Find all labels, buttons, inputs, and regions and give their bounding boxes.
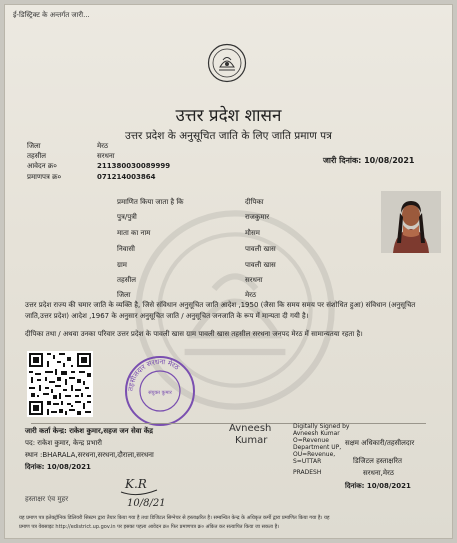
ds-line: Department UP, xyxy=(293,444,342,451)
body-paragraph-2: दीपिका तथा / अथवा उनका परिवार उत्तर प्रदेश के पावली खास ग्राम पावली खास तहसील सरधना जनपद मेरठ में सामान्यतया रहता है। xyxy=(25,330,363,338)
detail-label: माता का नाम xyxy=(117,229,151,237)
issue-date: जारी दिनांक: 10/08/2021 xyxy=(323,156,415,165)
issuer-centre: जारी कर्ता केन्द्र: राकेश कुमार,सहज जन सेवा केंद्र xyxy=(25,427,153,435)
father-name: राजकुमार xyxy=(245,213,270,221)
handwritten-signature xyxy=(117,472,173,510)
stamp-inner-text: संयुक्त कुमार xyxy=(148,390,172,396)
certificate-title: उत्तर प्रदेश के अनुसूचित जाति के लिए जाति प्रमाण पत्र xyxy=(125,130,332,142)
ds-line: OU=Revenue, xyxy=(293,451,336,458)
authority-date: दिनांक: 10/08/2021 xyxy=(345,482,411,490)
residence: पावली खास xyxy=(245,245,276,253)
village: पावली खास xyxy=(245,261,276,269)
detail-label: तहसील xyxy=(117,276,136,284)
svg-text:तहसीलदार सरधना मेरठ xyxy=(127,358,181,391)
ds-line: S=UTTAR xyxy=(293,458,322,465)
mother-name: मौसम xyxy=(245,229,260,237)
signature-label: हस्ताक्षर एंव मुहर xyxy=(25,495,69,503)
detail-label: जिला xyxy=(117,291,131,299)
govt-heading: उत्तर प्रदेश शासन xyxy=(175,106,282,126)
meta-label: प्रमाणपत्र क्र० xyxy=(27,173,62,181)
digital-sign-note: ई-डिस्ट्रिक्ट के अन्तर्गत जारी... xyxy=(13,11,90,19)
detail-label: निवासी xyxy=(117,245,135,253)
district: मेरठ xyxy=(245,291,257,299)
signature-date: 10/8/21 xyxy=(127,498,166,509)
tehsil: सरधना xyxy=(245,276,263,284)
qr-code xyxy=(27,351,93,417)
applicant-photo xyxy=(381,191,441,253)
digital-signer-last: Kumar xyxy=(235,435,268,446)
ds-line: O=Revenue xyxy=(293,437,329,444)
issuer-location: स्थान :BHARALA,सरधना,सरधना,दौराला,सरधना xyxy=(25,451,154,459)
meta-value: सरधना xyxy=(97,152,115,160)
ds-line: Digitally Signed by xyxy=(293,423,350,430)
issuer-date: दिनांक: 10/08/2021 xyxy=(25,463,91,471)
meta-label: तहसील xyxy=(27,152,46,160)
authority-location: सरधना,मेरठ xyxy=(363,469,394,477)
issuer-designation: पद: राकेश कुमार, केन्द्र प्रभारी xyxy=(25,439,102,447)
digital-signer-first: Avneesh xyxy=(229,423,272,434)
stamp-text: तहसीलदार सरधना मेरठ xyxy=(126,357,181,392)
up-govt-emblem-icon xyxy=(207,43,247,83)
application-number: 211380030089999 xyxy=(97,162,171,170)
certificate-number: 071214003864 xyxy=(97,173,156,181)
authority-title: सक्षम अधिकारी/तहसीलदार xyxy=(345,439,415,447)
meta-label: जिला xyxy=(27,142,41,150)
detail-label: ग्राम xyxy=(117,261,127,269)
detail-label: पुत्र/पुत्री xyxy=(117,213,137,221)
signature-initials: K.R xyxy=(125,477,147,491)
meta-label: आवेदन क्र० xyxy=(27,162,57,170)
ds-line: Avneesh Kumar xyxy=(293,430,340,437)
certificate-page xyxy=(4,4,453,539)
footer-line-2: प्रमाण पत्र वेबसाइट http://edistrict.up.gov.in पर इसका पहला आवेदन क्र० फिर प्रमाणपत्र क्र० अंकित कर सत्यापित किया जा सकता है। xyxy=(19,524,280,530)
meta-value: मेरठ xyxy=(97,142,109,150)
body-paragraph-1: उत्तर प्रदेश राज्य की चमार जाति के व्यक्ति है, जिसे संविधान अनुसूचित जाति आदेश ,1950 (जैसा कि समय समय पर संशोधित हुआ) संविधान (अनुसूचित जाति,उत्तर प्रदेश) आदेश ,1967 के अनुसार अनुसूचित जाति / अनुसूचित जनजाति के रूप में मान्यता दी गयी है। xyxy=(25,301,416,320)
ds-line: PRADESH xyxy=(293,469,322,476)
official-stamp xyxy=(123,354,197,428)
footer-line-1: यह प्रमाण पत्र इलेक्ट्रॉनिक डिलिवरी सिस्टम द्वारा तैयार किया गया है तथा डिजिटल सिग्नेचर से हस्ताक्षरित है। सम्बन्धित केन्द्र के अधिकृत कर्मी द्वारा प्रमाणित किया गया है। यह xyxy=(19,515,330,521)
authority-digital: डिजिटल हस्ताक्षरित xyxy=(353,457,402,465)
applicant-name: दीपिका xyxy=(245,198,264,206)
detail-label: प्रमाणित किया जाता है कि xyxy=(117,198,184,206)
